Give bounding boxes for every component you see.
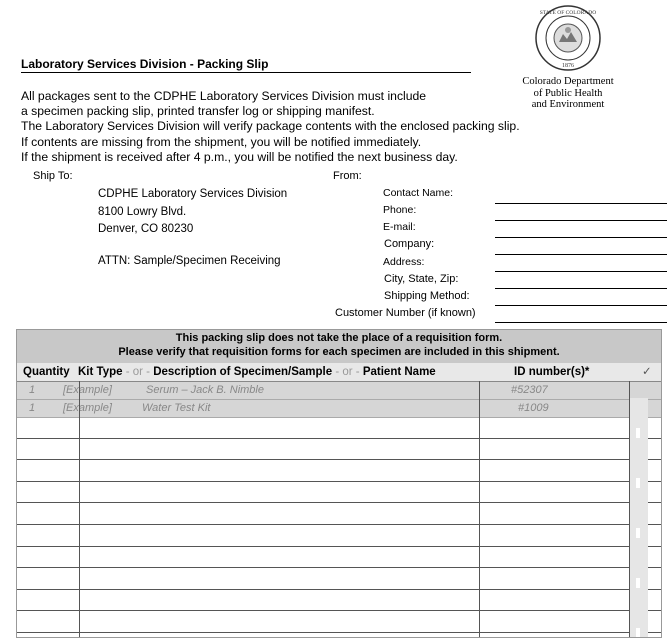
- phone-field[interactable]: [495, 220, 667, 221]
- table-row[interactable]: [16, 547, 662, 569]
- shipping-method-field[interactable]: [495, 305, 667, 306]
- company-field[interactable]: [495, 254, 667, 255]
- example-row: 1 [Example] Serum – Jack B. Nimble #52307: [16, 382, 662, 400]
- email-label: E-mail:: [383, 221, 416, 233]
- address-field[interactable]: [495, 271, 667, 272]
- customer-number-field[interactable]: [495, 322, 667, 323]
- contact-name-field[interactable]: [495, 203, 667, 204]
- check-icon: ✓: [642, 366, 652, 378]
- table-row[interactable]: [16, 460, 662, 482]
- table-row[interactable]: [16, 482, 662, 504]
- phone-label: Phone:: [383, 204, 417, 216]
- state-seal-icon: [533, 4, 603, 72]
- ship-to-label: Ship To:: [33, 170, 73, 182]
- instructions: All packages sent to the CDPHE Laboratory Services Division must include a specimen packing slip, printed transfer log or shipping manifest. The Laboratory Services Division will verify package contents with the enclosed packing slip. If contents are missing from the shipment, you will be notified immediately. If the shipment is received after 4 p.m., you will be notified the next business day.: [21, 89, 520, 164]
- table-row[interactable]: [16, 568, 662, 590]
- example-row: 1 [Example] Water Test Kit #1009: [16, 400, 662, 418]
- email-field[interactable]: [495, 237, 667, 238]
- table-row[interactable]: [16, 503, 662, 525]
- contact-name-label: Contact Name:: [383, 187, 454, 199]
- table-row[interactable]: [16, 590, 662, 612]
- column-divider: [479, 381, 480, 638]
- table-row[interactable]: [16, 525, 662, 547]
- seal-year: 1876: [562, 63, 574, 69]
- description-header: Kit Type - or - Description of Specimen/Sample - or - Patient Name: [78, 366, 436, 378]
- city-state-zip-label: City, State, Zip:: [384, 273, 459, 285]
- table-header: [16, 363, 662, 382]
- customer-number-label: Customer Number (if known): [335, 307, 476, 319]
- table-row[interactable]: [16, 611, 662, 633]
- specimen-table: [16, 329, 662, 638]
- city-state-zip-field[interactable]: [495, 288, 667, 289]
- ship-to-address: CDPHE Laboratory Services Division 8100 Lowry Blvd. Denver, CO 80230: [98, 188, 288, 235]
- table-row[interactable]: [16, 417, 662, 439]
- quantity-header: Quantity: [23, 366, 70, 378]
- ship-to-attn: ATTN: Sample/Specimen Receiving: [98, 255, 281, 267]
- id-header: ID number(s)*: [514, 366, 590, 378]
- address-label: Address:: [383, 256, 425, 268]
- requisition-notice: This packing slip does not take the place of a requisition form. Please verify that requisition forms for each specimen are included in this shipment.: [16, 329, 662, 363]
- office-use-sidebar: [630, 398, 648, 638]
- table-row[interactable]: [16, 439, 662, 461]
- shipping-method-label: Shipping Method:: [384, 290, 470, 302]
- seal-ring-text: STATE OF COLORADO: [539, 10, 597, 16]
- entry-rows: [16, 417, 662, 633]
- department-name: Colorado Department of Public Health and Environment: [522, 76, 614, 110]
- department-logo: [516, 4, 620, 111]
- column-divider: [79, 381, 80, 638]
- from-label: From:: [333, 170, 362, 182]
- page-title: Laboratory Services Division - Packing Slip: [21, 57, 471, 73]
- company-label: Company:: [384, 238, 435, 250]
